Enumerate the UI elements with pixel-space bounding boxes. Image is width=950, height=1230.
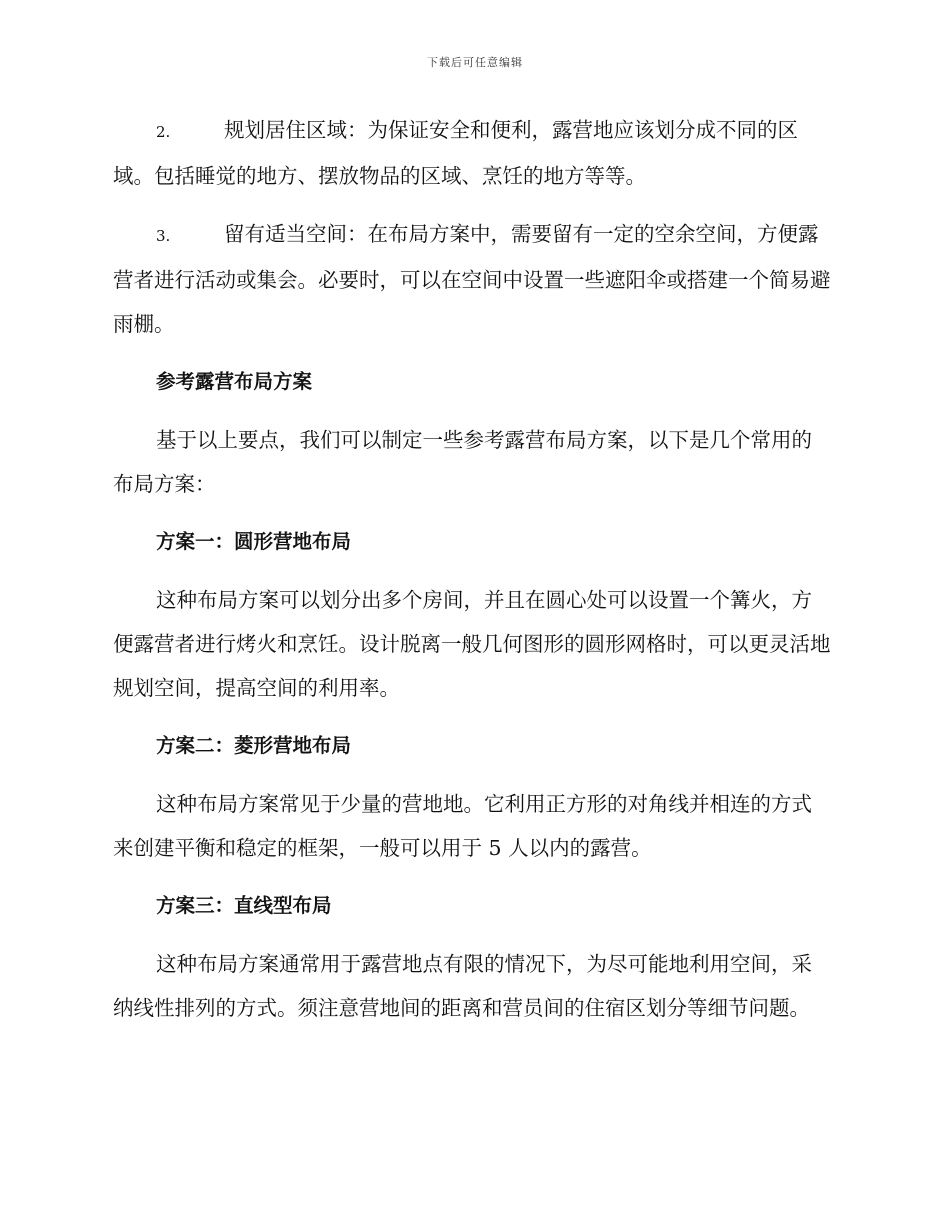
document-body [113, 108, 831, 1044]
list-item-text: 规划居住区域：为保证安全和便利，露营地应该划分成不同的区域。包括睡觉的地方、摆放物品的区域、烹饪的地方等等。 [113, 118, 798, 188]
plan2-heading: 方案二：菱形营地布局 [156, 734, 352, 757]
plan3-heading: 方案三：直线型布局 [156, 894, 332, 917]
plan1-body: 这种布局方案可以划分出多个房间，并且在圆心处可以设置一个篝火，方便露营者进行烤火和烹饪。设计脱离一般几何图形的圆形网格时，可以更灵活地规划空间，提高空间的利用率。 [113, 588, 831, 700]
page-header: 下载后可任意编辑 [427, 56, 523, 69]
section-heading: 参考露营布局方案 [156, 370, 313, 393]
list-item-3 [113, 212, 831, 346]
plan2-body: 这种布局方案常见于少量的营地地。它利用正方形的对角线并相连的方式来创建平衡和稳定的框架，一般可以用于 5 人以内的露营。 [113, 792, 812, 860]
list-item-2 [113, 108, 831, 198]
plan3-body: 这种布局方案通常用于露营地点有限的情况下，为尽可能地利用空间，采纳线性排列的方式。须注意营地间的距离和营员间的住宿区划分等细节问题。 [113, 952, 812, 1020]
plan1-heading: 方案一：圆形营地布局 [156, 530, 352, 553]
list-item-text: 留有适当空间：在布局方案中，需要留有一定的空余空间，方便露营者进行活动或集会。必要时，可以在空间中设置一些遮阳伞或搭建一个简易避雨棚。 [113, 222, 831, 336]
list-number: 2. [156, 123, 171, 141]
intro-paragraph: 基于以上要点，我们可以制定一些参考露营布局方案，以下是几个常用的布局方案： [113, 428, 812, 496]
list-number: 3. [156, 227, 171, 245]
